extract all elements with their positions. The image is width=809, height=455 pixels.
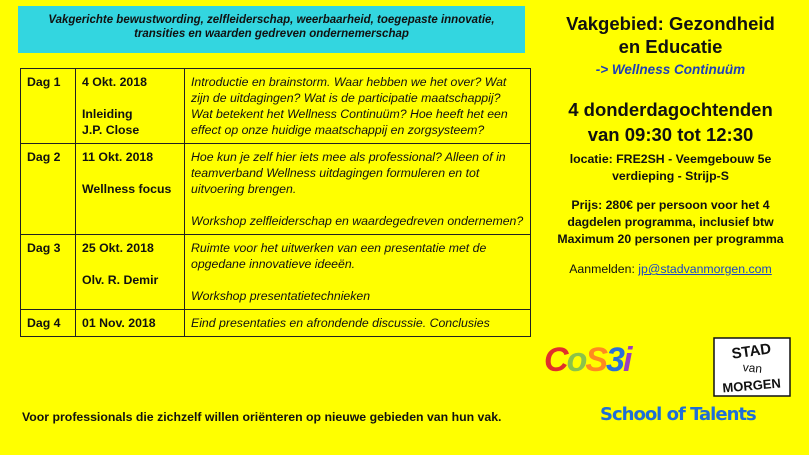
topic-text: Inleiding [82,107,133,121]
day-cell: Dag 3 [21,235,76,310]
description-cell [185,69,531,144]
info-panel [548,12,793,276]
price-line-2: dagdelen programma, inclusief btw [567,215,774,229]
price-line-1: Prijs: 280€ per persoon voor het 4 [571,198,770,212]
topic-text: Wellness focus [82,182,172,196]
date-cell: 01 Nov. 2018 [76,310,185,337]
title-line-1: Vakgebied: Gezondheid [566,13,775,34]
svg-text:MORGEN: MORGEN [721,375,782,396]
footer-text: Voor professionals die zichzelf willen oriënteren op nieuwe gebieden van hun vak. [22,410,502,424]
day-cell: Dag 2 [21,144,76,235]
subtitle: -> Wellness Continuüm [595,62,746,77]
date-cell [76,69,185,144]
svg-text:van: van [742,360,763,376]
stad-van-morgen-logo [712,336,792,398]
banner-line-1: Vakgerichte bewustwording, zelfleiderschap, weerbaarheid, toegepaste innovatie, [48,14,495,26]
location-line-1: locatie: FRE2SH - Veemgebouw 5e [569,152,772,166]
description-text: Introductie en brainstorm. Waar hebben we het over? Wat zijn de uitdagingen? Wat is de participatie maatschappij? Wat betekent het Wellness Continuüm? Hoe heeft het een effect op onze huidige maatschappij en zorgsysteem? [191,75,508,137]
school-of-talents-logo: School of Talents [600,404,756,425]
workshop-text: Workshop zelfleiderschap en waardegedreven ondernemen? [191,214,524,228]
location-line-2: verdieping - Strijp-S [612,169,729,183]
date-text: 4 Okt. 2018 [82,75,147,89]
signup-email-link[interactable]: jp@stadvanmorgen.com [638,262,772,276]
time-text: van 09:30 tot 12:30 [587,124,754,145]
description-cell [185,144,531,235]
topic-text: Olv. R. Demir [82,273,159,287]
price-line-3: Maximum 20 personen per programma [557,232,784,246]
sessions-text: 4 donderdagochtenden [568,99,773,120]
title-line-2: en Educatie [618,36,723,57]
description-text: Ruimte voor het uitwerken van een presentatie met de opgedane innovatieve ideeën. [191,241,487,271]
date-text: 11 Okt. 2018 [82,150,154,164]
description-text: Hoe kun je zelf hier iets mee als professional? Alleen of in teamverband Wellness uitdagingen formuleren en tot uitvoering brengen. [191,150,506,196]
date-text: 25 Okt. 2018 [82,241,154,255]
header-banner [18,6,525,53]
cosi-logo: CoS3i [544,341,631,379]
signup-line [548,262,793,276]
presenter-text: J.P. Close [82,123,140,137]
table-row [21,235,531,310]
description-cell: Eind presentaties en afrondende discussie. Conclusies [185,310,531,337]
table-row [21,69,531,144]
signup-label: Aanmelden: [569,262,635,276]
description-cell [185,235,531,310]
day-cell: Dag 1 [21,69,76,144]
date-cell [76,235,185,310]
workshop-text: Workshop presentatietechnieken [191,289,371,303]
banner-line-2: transities en waarden gedreven ondernemerschap [134,28,409,40]
schedule-table [20,68,531,337]
svg-text:STAD: STAD [730,340,773,363]
day-cell: Dag 4 [21,310,76,337]
table-row [21,144,531,235]
date-cell [76,144,185,235]
table-row [21,310,531,337]
